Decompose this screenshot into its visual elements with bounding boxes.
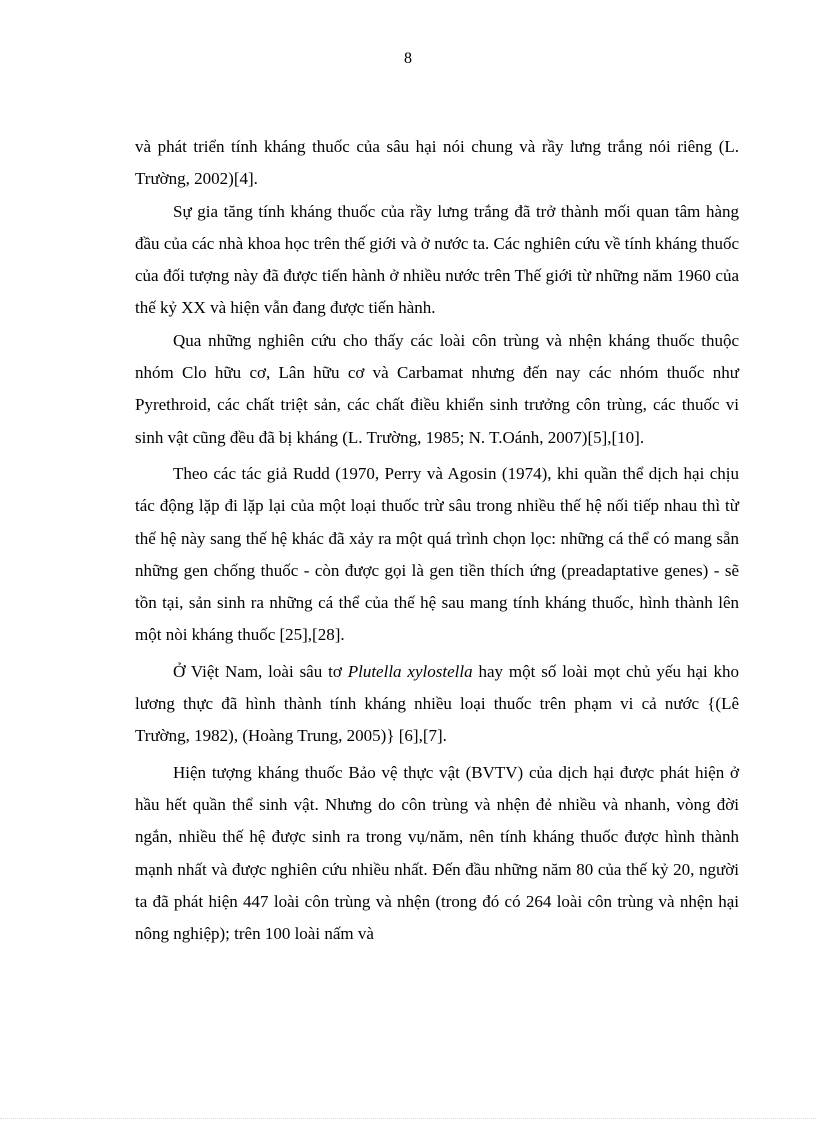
paragraph-continuation: và phát triển tính kháng thuốc của sâu hại nói chung và rầy lưng trắng nói riêng (L. Trường, 2002)[4]. bbox=[135, 137, 739, 189]
paragraph-resistance-increase: Sự gia tăng tính kháng thuốc của rầy lưng trắng đã trở thành mối quan tâm hàng đầu của các nhà khoa học trên thế giới và ở nước ta. Các nghiên cứu về tính kháng thuốc của đối tượng này đã được tiến hành ở nhiều nước trên Thế giới từ những năm 1960 của thế kỷ XX và hiện vẫn đang được tiến hành. bbox=[135, 201, 739, 318]
paragraph-vietnam bbox=[135, 656, 739, 753]
document-body bbox=[135, 131, 739, 950]
page-number: 8 bbox=[404, 50, 412, 67]
paragraph-vietnam-rest: hay một số loài mọt chủ yếu hại kho lương thực đã hình thành tính kháng nhiều loại thuốc trên phạm vi cả nước {(Lê Trường, 1982), (Hoàng Trung, 2005)} [6],[7]. bbox=[135, 661, 739, 746]
paragraph-resistance-phenomenon: Hiện tượng kháng thuốc Bảo vệ thực vật (BVTV) của dịch hại được phát hiện ở hầu hết quần thể sinh vật. Nhưng do côn trùng và nhện đẻ nhiều và nhanh, vòng đời ngắn, nhiều thế hệ được sinh ra trong vụ/năm, nên tính kháng thuốc được hình thành mạnh nhất và được nghiên cứu nhiều nhất. Đến đầu những năm 80 của thế kỷ 20, người ta đã phát hiện 447 loài côn trùng và nhện (trong đó có 264 loài côn trùng và nhện hại nông nghiệp); trên 100 loài nấm và bbox=[135, 762, 739, 944]
paragraph-vietnam-intro: Ở Việt Nam, loài sâu tơ bbox=[173, 661, 348, 681]
species-name: Plutella xylostella bbox=[347, 661, 473, 681]
page-bottom-divider bbox=[0, 1118, 816, 1119]
paragraph-research-findings: Qua những nghiên cứu cho thấy các loài côn trùng và nhện kháng thuốc thuộc nhóm Clo hữu cơ, Lân hữu cơ và Carbamat nhưng đến nay các nhóm thuốc như Pyrethroid, các chất triệt sản, các chất điều khiển sinh trưởng côn trùng, các thuốc vi sinh vật cũng đều đã bị kháng (L. Trường, 1985; N. T.Oánh, 2007)[5],[10]. bbox=[135, 330, 739, 447]
paragraph-selection-process: Theo các tác giả Rudd (1970, Perry và Agosin (1974), khi quần thể dịch hại chịu tác động lặp đi lặp lại của một loại thuốc trừ sâu trong nhiều thế hệ nối tiếp nhau thì từ thế hệ này sang thế hệ khác đã xảy ra một quá trình chọn lọc: những cá thể có mang sẵn những gen chống thuốc - còn được gọi là gen tiền thích ứng (preadaptative genes) - sẽ tồn tại, sản sinh ra những cá thể của thế hệ sau mang tính kháng thuốc, hình thành lên một nòi kháng thuốc [25],[28]. bbox=[135, 463, 739, 645]
